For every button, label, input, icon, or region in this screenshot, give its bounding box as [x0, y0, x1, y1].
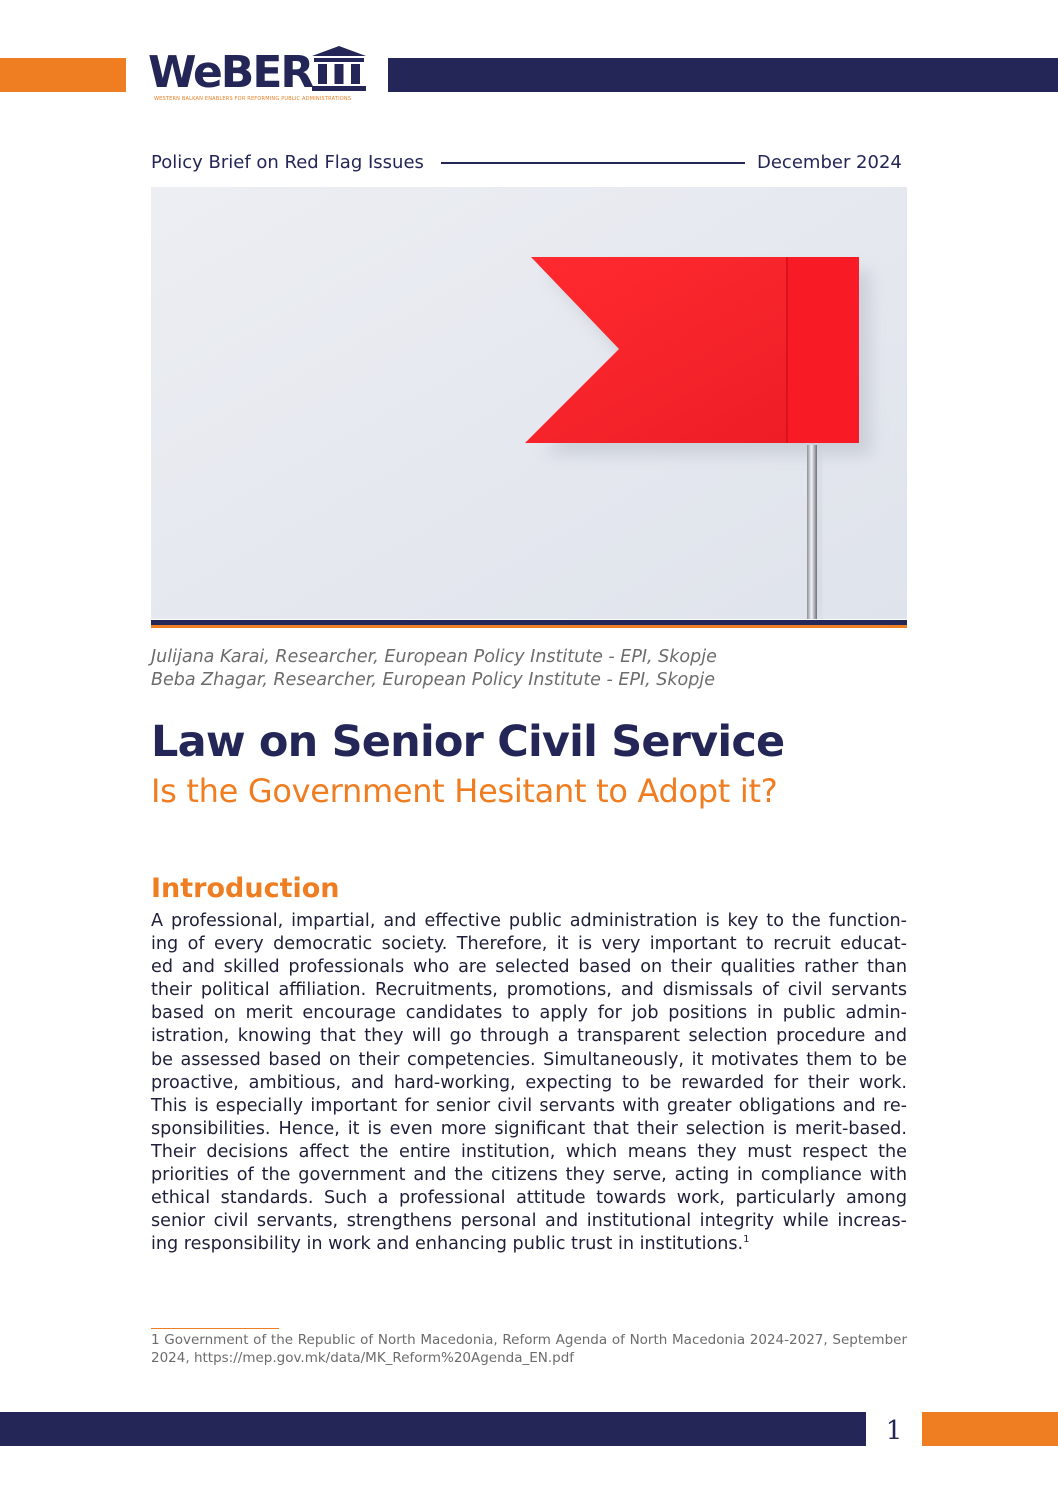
body-line: based on merit encourage candidates to apply for job positions in public admin-: [151, 1003, 907, 1024]
body-line: ed and skilled professionals who are selected based on their qualities rather than: [151, 957, 907, 978]
columns-icon: [312, 46, 366, 92]
bottom-navy-bar: [0, 1412, 866, 1446]
logo-wordmark: WeBER: [148, 47, 313, 98]
body-line: be assessed based on their competencies. Simultaneously, it motivates them to be: [151, 1049, 907, 1070]
red-flag-photo: [151, 187, 907, 619]
body-line: A professional, impartial, and effective public administration is key to the function-: [151, 911, 907, 931]
footnote-divider: [151, 1328, 279, 1329]
body-line: ethical standards. Such a professional attitude towards work, particularly among: [151, 1188, 907, 1209]
author-line: Julijana Karai, Researcher, European Policy Institute - EPI, Skopje: [151, 647, 717, 667]
page-number: 1: [885, 1416, 903, 1446]
body-line-last: [151, 1233, 907, 1256]
footnote-link-line[interactable]: 2024, https://mep.gov.mk/data/MK_Reform%20Agenda_EN.pdf: [151, 1350, 575, 1366]
top-navy-bar: [388, 58, 1058, 92]
bottom-orange-bar: [922, 1412, 1058, 1446]
body-line: This is especially important for senior civil servants with greater obligations and re-: [151, 1095, 907, 1116]
body-line: priorities of the government and the citizens they serve, acting in compliance with: [151, 1165, 907, 1186]
introduction-body: [151, 910, 907, 1256]
footnote-line: 1 Government of the Republic of North Macedonia, Reform Agenda of North Macedonia 2024-2027, September: [151, 1332, 907, 1348]
header-divider: [441, 162, 745, 164]
top-orange-bar: [0, 58, 126, 92]
footnote-reference[interactable]: 1: [743, 1234, 750, 1246]
author-line: Beba Zhagar, Researcher, European Policy Institute - EPI, Skopje: [151, 670, 715, 690]
body-line: their political affiliation. Recruitments, promotions, and dismissals of civil servants: [151, 980, 907, 1001]
weber-logo: [148, 44, 368, 106]
body-line: sponsibilities. Hence, it is even more significant that their selection is merit-based.: [151, 1118, 907, 1139]
body-line: proactive, ambitious, and hard-working, expecting to be rewarded for their work.: [151, 1072, 907, 1093]
brief-date: December 2024: [757, 152, 902, 173]
footnote: [151, 1331, 907, 1367]
body-line-text: ing responsibility in work and enhancing public trust in institutions.: [151, 1234, 744, 1255]
logo-tagline: WESTERN BALKAN ENABLERS FOR REFORMING PUBLIC ADMINISTRATIONS: [154, 96, 352, 102]
introduction-heading: Introduction: [151, 873, 340, 904]
document-title: Law on Senior Civil Service: [151, 717, 785, 767]
body-line: istration, knowing that they will go through a transparent selection procedure and: [151, 1026, 907, 1047]
body-line: Their decisions affect the entire institution, which means they must respect the: [151, 1141, 907, 1162]
body-line: ing of every democratic society. Therefore, it is very important to recruit educat-: [151, 934, 907, 955]
document-subtitle: Is the Government Hesitant to Adopt it?: [151, 772, 778, 810]
body-line: senior civil servants, strengthens personal and institutional integrity while increas-: [151, 1211, 907, 1232]
photo-rule-orange: [151, 625, 907, 628]
brief-series-label: Policy Brief on Red Flag Issues: [151, 152, 424, 173]
